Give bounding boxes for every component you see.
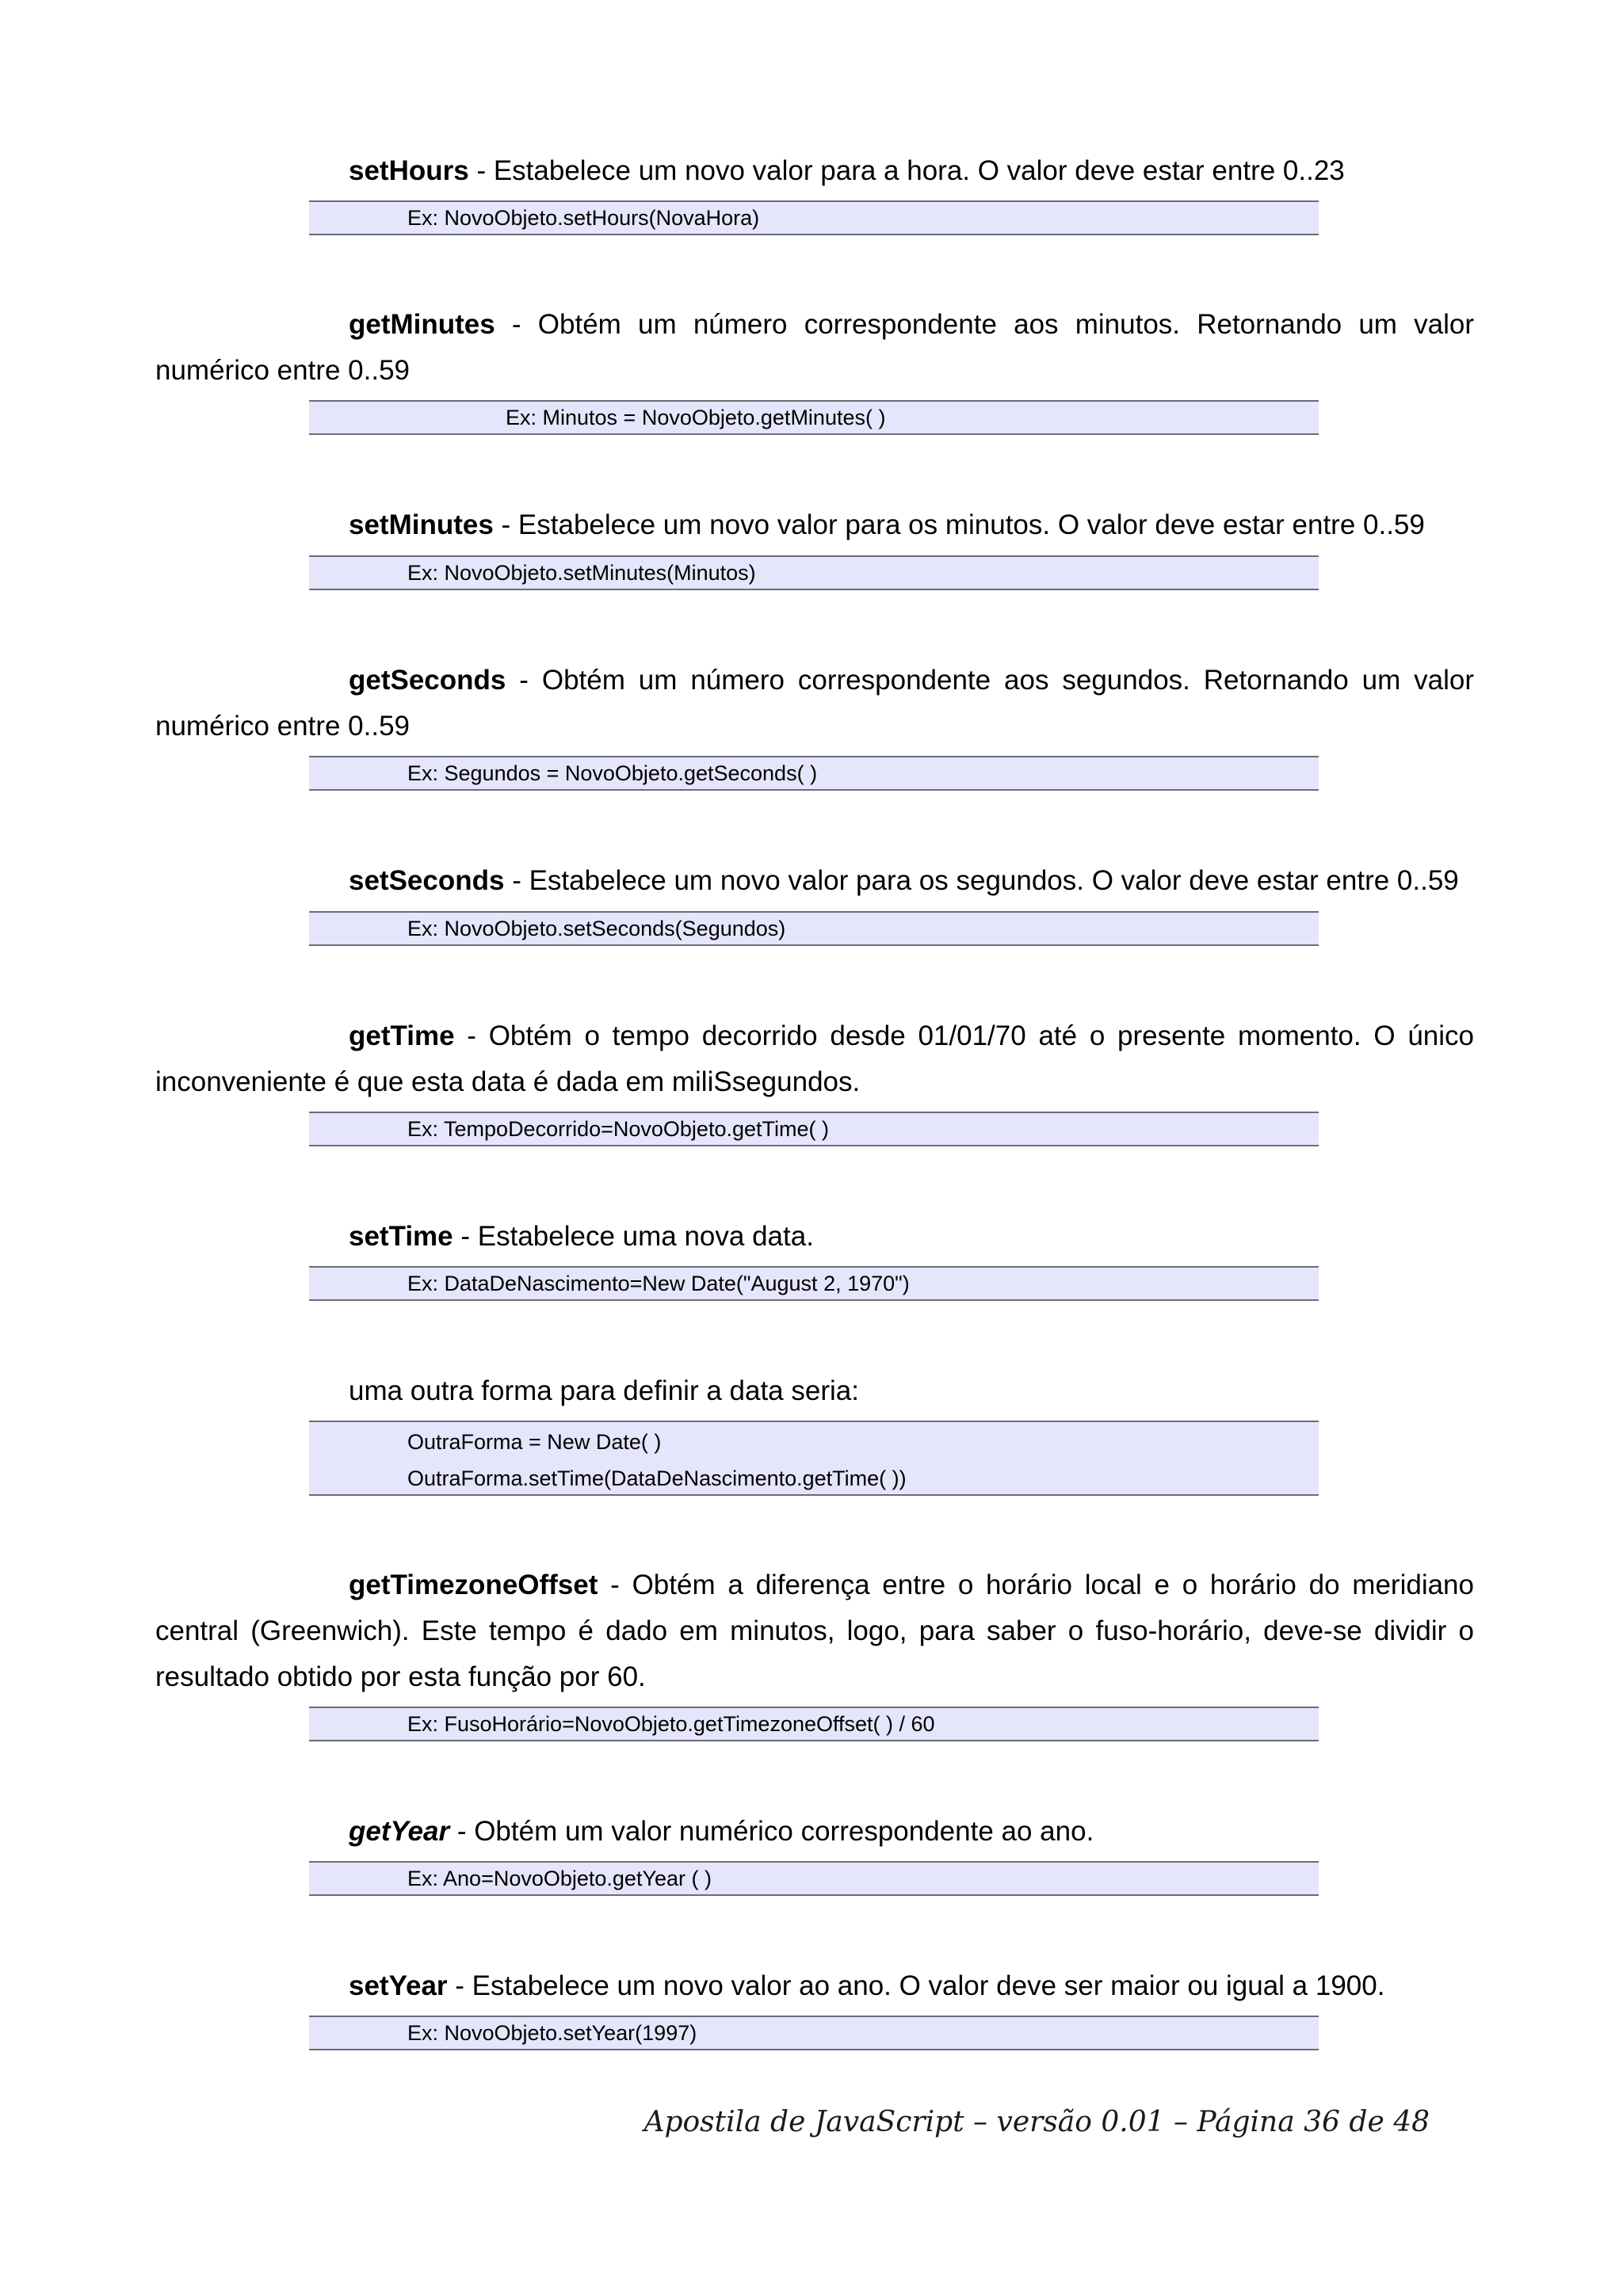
code-example-box <box>309 1266 1319 1301</box>
page-footer: Apostila de JavaScript – versão 0.01 – Página 36 de 48 <box>643 2106 1430 2138</box>
method-desc-text: - Obtém um valor numérico correspondente ao ano. <box>449 1816 1094 1847</box>
method-desc-text: - Obtém um número correspondente aos minutos. Retornando um valor numérico entre 0..59 <box>155 309 1474 386</box>
method-name: getMinutes <box>349 309 495 340</box>
method-description <box>155 148 1474 194</box>
method-desc-text: - Obtém um número correspondente aos segundos. Retornando um valor numérico entre 0..59 <box>155 665 1474 742</box>
code-line: Ex: NovoObjeto.setHours(NovaHora) <box>407 206 760 230</box>
method-description <box>155 658 1474 749</box>
code-line: Ex: Ano=NovoObjeto.getYear ( ) <box>407 1867 712 1890</box>
method-description <box>155 1963 1474 2009</box>
method-description <box>155 1809 1474 1855</box>
method-desc-text: - Estabelece uma nova data. <box>453 1221 814 1252</box>
code-line: Ex: TempoDecorrido=NovoObjeto.getTime( ) <box>407 1117 829 1141</box>
method-description <box>155 1013 1474 1105</box>
method-name: getSeconds <box>349 665 506 696</box>
code-example-box <box>309 1112 1319 1146</box>
method-description <box>155 858 1474 904</box>
code-line: Ex: DataDeNascimento=New Date("August 2, 1970") <box>407 1272 910 1295</box>
code-example-box <box>309 1421 1319 1496</box>
code-example-box <box>309 1861 1319 1896</box>
method-description <box>155 302 1474 394</box>
method-name: setYear <box>349 1970 448 2001</box>
method-description <box>155 502 1474 548</box>
code-example-box <box>309 1707 1319 1741</box>
method-name: setSeconds <box>349 865 505 896</box>
code-line: Ex: Minutos = NovoObjeto.getMinutes( ) <box>506 406 886 429</box>
method-name: setHours <box>349 155 469 186</box>
code-line: Ex: NovoObjeto.setMinutes(Minutos) <box>407 561 756 585</box>
code-line: OutraForma.setTime(DataDeNascimento.getTime( )) <box>407 1466 907 1490</box>
code-line: Ex: NovoObjeto.setYear(1997) <box>407 2021 697 2045</box>
method-desc-text: - Estabelece um novo valor ao ano. O valor deve ser maior ou igual a 1900. <box>447 1970 1385 2001</box>
method-name: getTimezoneOffset <box>349 1569 598 1600</box>
method-description <box>155 1214 1474 1260</box>
method-name: setMinutes <box>349 509 494 540</box>
code-line: OutraForma = New Date( ) <box>407 1430 662 1454</box>
method-desc-text: - Estabelece um novo valor para os segundos. O valor deve estar entre 0..59 <box>504 865 1459 896</box>
method-desc-text: - Obtém a diferença entre o horário local e o horário do meridiano central (Greenwich). Este tempo é dado em minutos, logo, para saber o fuso-horário, deve-se dividir o resultado obtido por esta função por 60. <box>155 1569 1474 1692</box>
method-name: setTime <box>349 1221 453 1252</box>
method-desc-text: - Estabelece um novo valor para os minutos. O valor deve estar entre 0..59 <box>493 509 1425 540</box>
code-line: Ex: FusoHorário=NovoObjeto.getTimezoneOffset( ) / 60 <box>407 1712 935 1736</box>
method-desc-text: - Obtém o tempo decorrido desde 01/01/70 até o presente momento. O único inconveniente é que esta data é dada em miliSsegundos. <box>155 1020 1474 1097</box>
method-desc-text: uma outra forma para definir a data seria: <box>349 1375 859 1406</box>
code-example-box <box>309 911 1319 946</box>
method-description <box>155 1562 1474 1700</box>
code-example-box <box>309 555 1319 590</box>
code-example-box <box>309 756 1319 791</box>
method-name: getTime <box>349 1020 455 1051</box>
code-line: Ex: Segundos = NovoObjeto.getSeconds( ) <box>407 761 818 785</box>
code-example-box <box>309 400 1319 435</box>
method-description <box>155 1368 1474 1414</box>
method-desc-text: - Estabelece um novo valor para a hora. O valor deve estar entre 0..23 <box>468 155 1345 186</box>
code-example-box <box>309 2016 1319 2050</box>
code-line: Ex: NovoObjeto.setSeconds(Segundos) <box>407 917 786 940</box>
code-example-box <box>309 200 1319 235</box>
method-name: getYear <box>349 1816 450 1847</box>
